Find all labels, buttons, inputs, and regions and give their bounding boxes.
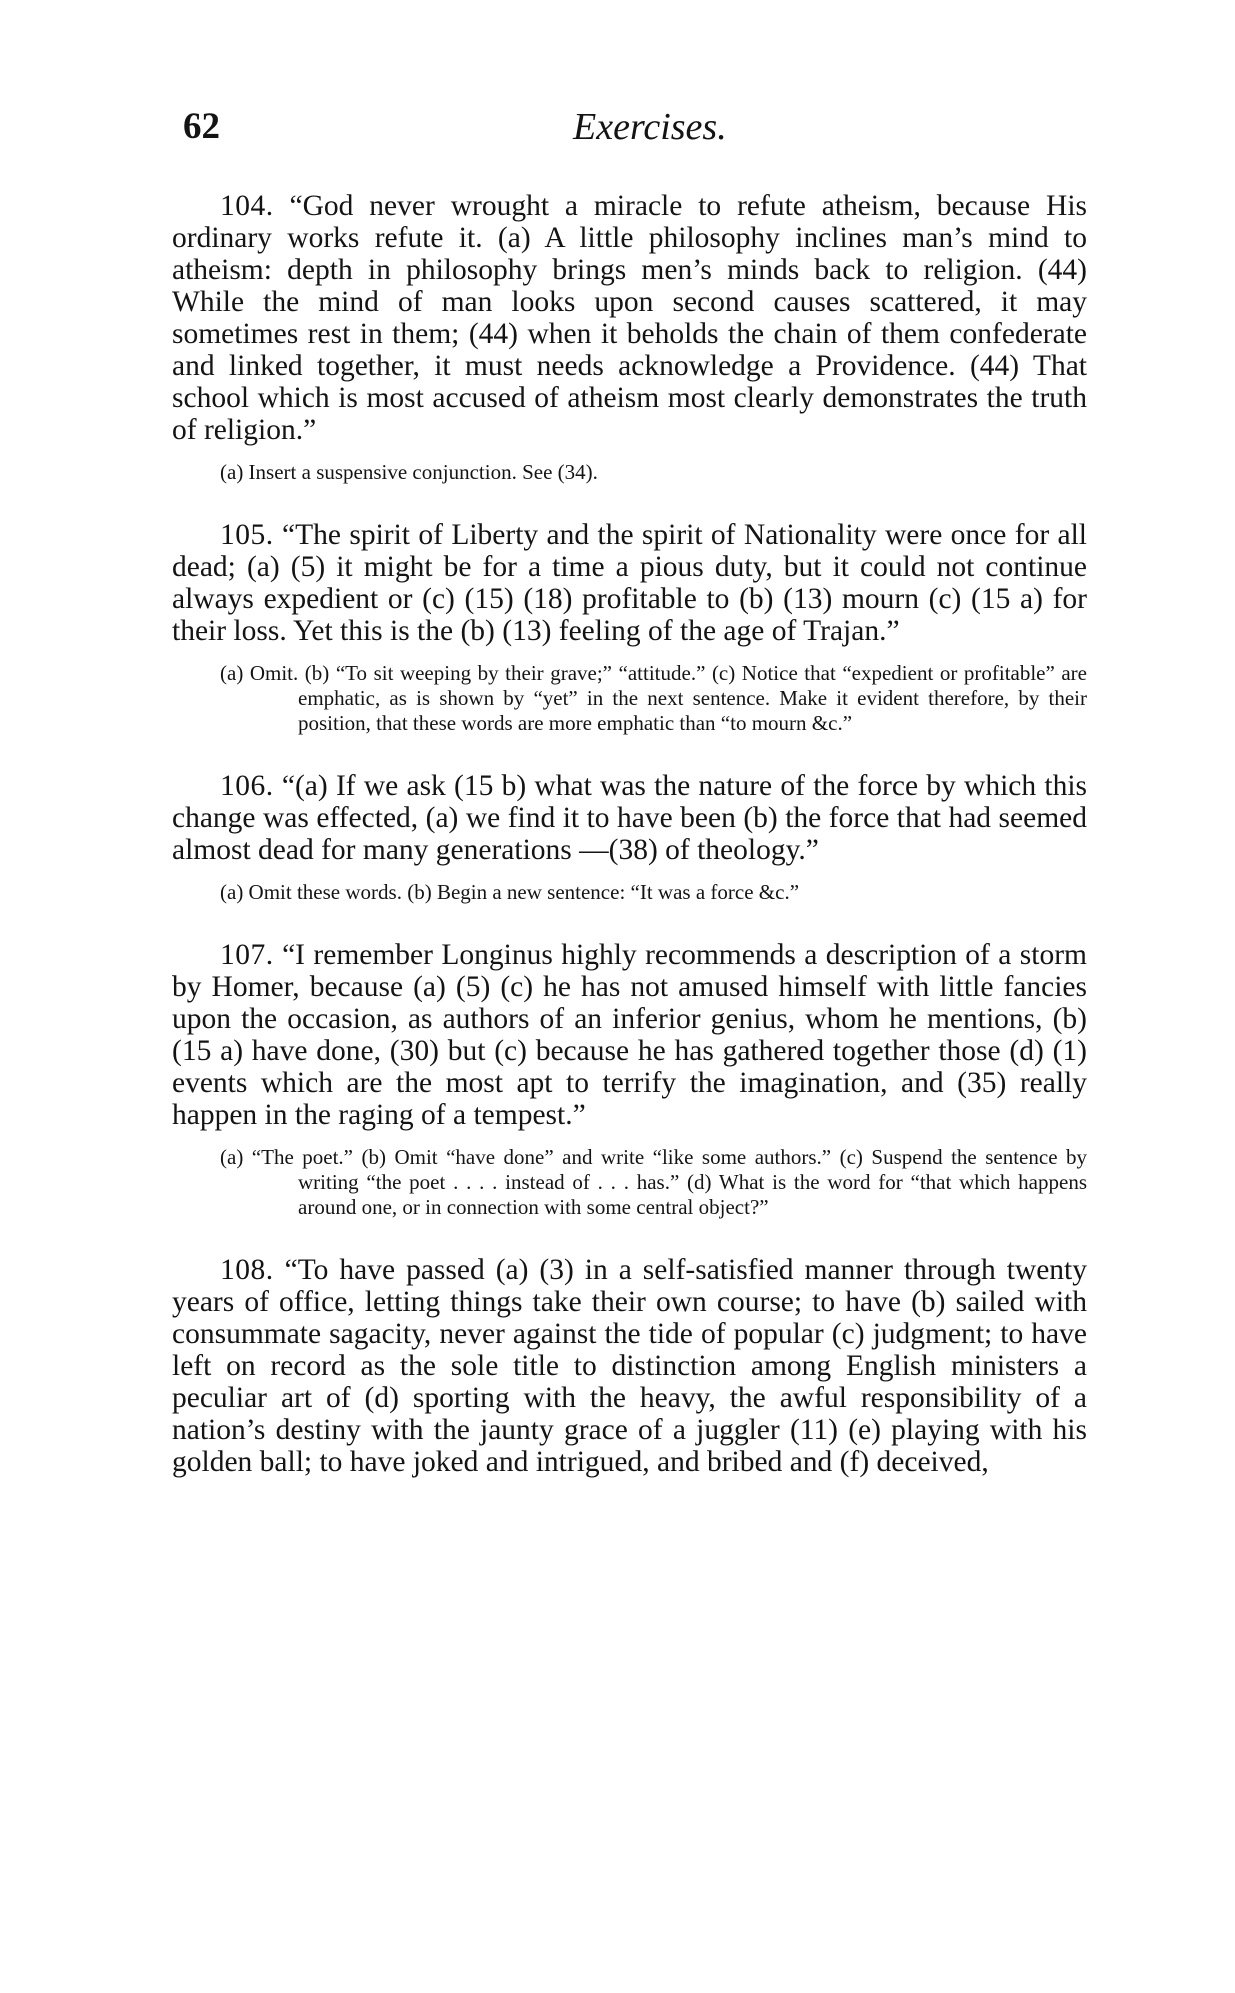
exercise-number: 105. [220, 519, 274, 551]
exercise-105 [172, 519, 1087, 647]
exercise-104-note: (a) Insert a suspensive conjunction. See (34). [220, 460, 598, 484]
exercise-number: 106. [220, 770, 274, 802]
exercise-number: 108. [220, 1254, 274, 1286]
exercise-106 [172, 770, 1087, 866]
exercise-text: “The spirit of Liberty and the spirit of Nationality were once for all dead; (a) (5) it might be for a time a pious duty, but it could not continue always expedient or (c) (15) (18) profitable to (b) (13) mourn (c) (15 a) for their loss. Yet this is the (b) (13) feeling of the age of Trajan.” [172, 519, 1088, 647]
exercise-text: “I remember Longinus highly recommends a description of a storm by Homer, because (a) (5) (c) he has not amused himself with little fancies upon the occasion, as authors of an inferior genius, whom he mentions, (b) (15 a) have done, (30) but (c) because he has gathered together those (d) (1) events which are the most apt to terrify the imagination, and (35) really happen in the raging of a tempest.” [172, 939, 1088, 1131]
exercise-106-note: (a) Omit these words. (b) Begin a new sentence: “It was a force &c.” [220, 880, 800, 904]
page-number: 62 [183, 106, 220, 147]
exercise-105-note: (a) Omit. (b) “To sit weeping by their grave;” “attitude.” (c) Notice that “expedient or profitable” are emphatic, as is shown by “yet” in the next sentence. Make it evident therefore, by their position, that these words are more emphatic than “to mourn &c.” [220, 661, 1087, 735]
exercise-number: 107. [220, 939, 274, 971]
exercise-107 [172, 939, 1087, 1131]
page-header [0, 105, 1235, 165]
exercise-104 [172, 190, 1087, 446]
exercise-text: “(a) If we ask (15 b) what was the nature of the force by which this change was effected, (a) we find it to have been (b) the force that had seemed almost dead for many generations —(38) of theology.” [172, 770, 1088, 866]
exercise-number: 104. [220, 190, 274, 222]
exercise-text: “To have passed (a) (3) in a self-satisfied manner through twenty years of office, letting things take their own course; to have (b) sailed with consummate sagacity, never against the tide of popular (c) judgment; to have left on record as the sole title to distinction among English ministers a peculiar art of (d) sporting with the heavy, the awful responsibility of a nation’s destiny with the jaunty grace of a juggler (11) (e) playing with his golden ball; to have joked and intrigued, and bribed and (f) deceived, [172, 1254, 1087, 1478]
page-body [172, 190, 1087, 1478]
exercise-text: “God never wrought a miracle to refute atheism, because His ordinary works refute it. (a) A little philosophy inclines man’s mind to atheism: depth in philosophy brings men’s minds back to religion. (44) While the mind of man looks upon second causes scattered, it may sometimes rest in them; (44) when it beholds the chain of them confederate and linked together, it must needs acknowledge a Providence. (44) That school which is most accused of atheism most clearly demonstrates the truth of religion.” [172, 190, 1087, 446]
running-title: Exercises. [573, 106, 727, 148]
exercise-108 [172, 1254, 1087, 1478]
exercise-107-note: (a) “The poet.” (b) Omit “have done” and write “like some authors.” (c) Suspend the sentence by writing “the poet . . . . instead of . . . has.” (d) What is the word for “that which happens around one, or in connection with some central object?” [220, 1145, 1087, 1219]
